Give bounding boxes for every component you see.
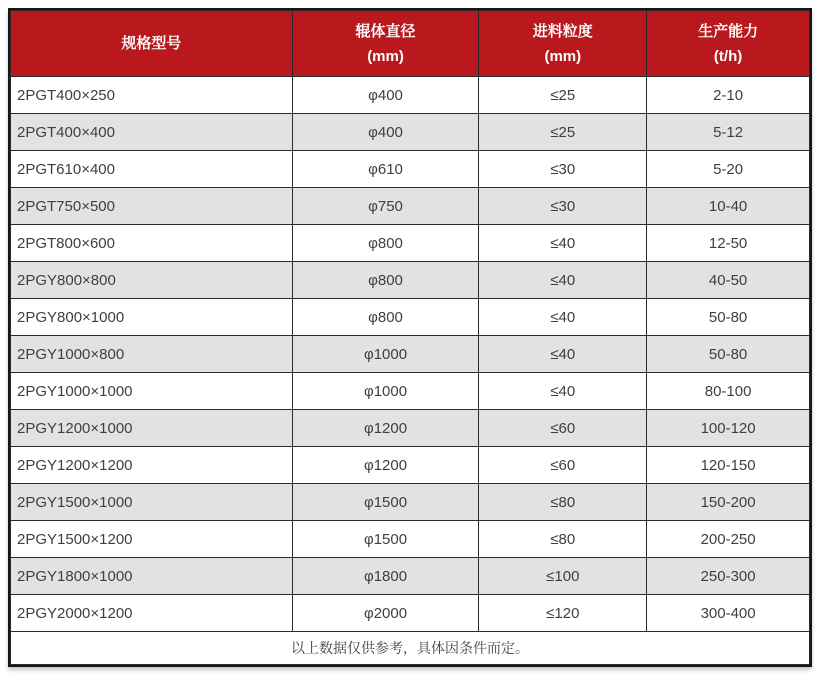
feed-size-cell: ≤60 xyxy=(479,447,647,484)
model-cell: 2PGT610×400 xyxy=(11,151,293,188)
capacity-cell: 120-150 xyxy=(647,447,810,484)
roller-diameter-cell: φ400 xyxy=(292,114,479,151)
table-row xyxy=(11,299,810,336)
spec-table-body xyxy=(11,77,810,632)
roller-diameter-cell: φ1200 xyxy=(292,447,479,484)
model-cell: 2PGT400×250 xyxy=(11,77,293,114)
capacity-cell: 5-12 xyxy=(647,114,810,151)
table-row xyxy=(11,225,810,262)
spec-table xyxy=(10,10,810,665)
capacity-cell: 10-40 xyxy=(647,188,810,225)
model-cell: 2PGY1200×1000 xyxy=(11,410,293,447)
feed-size-cell: ≤30 xyxy=(479,188,647,225)
roller-diameter-cell: φ1200 xyxy=(292,410,479,447)
feed-size-cell: ≤40 xyxy=(479,262,647,299)
feed-size-cell: ≤25 xyxy=(479,77,647,114)
table-row xyxy=(11,336,810,373)
table-row xyxy=(11,151,810,188)
roller-diameter-cell: φ2000 xyxy=(292,595,479,632)
roller-diameter-cell: φ1500 xyxy=(292,484,479,521)
roller-diameter-cell: φ800 xyxy=(292,299,479,336)
roller-diameter-cell: φ400 xyxy=(292,77,479,114)
feed-size-cell: ≤80 xyxy=(479,484,647,521)
table-row xyxy=(11,521,810,558)
header-capacity-unit: (t/h) xyxy=(713,47,743,65)
header-feed-size xyxy=(479,11,647,77)
capacity-cell: 5-20 xyxy=(647,151,810,188)
capacity-cell: 300-400 xyxy=(647,595,810,632)
capacity-cell: 50-80 xyxy=(647,299,810,336)
model-cell: 2PGY1500×1000 xyxy=(11,484,293,521)
model-cell: 2PGY1500×1200 xyxy=(11,521,293,558)
capacity-cell: 150-200 xyxy=(647,484,810,521)
table-row xyxy=(11,558,810,595)
table-row xyxy=(11,77,810,114)
feed-size-cell: ≤60 xyxy=(479,410,647,447)
header-feed-size-unit: (mm) xyxy=(544,47,582,65)
table-row xyxy=(11,114,810,151)
model-cell: 2PGY1000×1000 xyxy=(11,373,293,410)
roller-diameter-cell: φ750 xyxy=(292,188,479,225)
feed-size-cell: ≤120 xyxy=(479,595,647,632)
header-model-title: 规格型号 xyxy=(121,35,182,52)
header-capacity xyxy=(647,11,810,77)
model-cell: 2PGY800×1000 xyxy=(11,299,293,336)
capacity-cell: 250-300 xyxy=(647,558,810,595)
capacity-cell: 200-250 xyxy=(647,521,810,558)
roller-diameter-cell: φ800 xyxy=(292,225,479,262)
feed-size-cell: ≤40 xyxy=(479,373,647,410)
model-cell: 2PGY1000×800 xyxy=(11,336,293,373)
model-cell: 2PGT750×500 xyxy=(11,188,293,225)
table-row xyxy=(11,188,810,225)
model-cell: 2PGY2000×1200 xyxy=(11,595,293,632)
table-row xyxy=(11,595,810,632)
footnote-cell: 以上数据仅供参考，具体因条件而定。 xyxy=(11,632,810,665)
feed-size-cell: ≤40 xyxy=(479,225,647,262)
roller-diameter-cell: φ610 xyxy=(292,151,479,188)
roller-diameter-cell: φ1000 xyxy=(292,336,479,373)
spec-table-header xyxy=(11,11,810,77)
header-capacity-title: 生产能力 xyxy=(698,22,759,40)
header-roller-diameter-title: 辊体直径 xyxy=(355,22,416,40)
feed-size-cell: ≤30 xyxy=(479,151,647,188)
model-cell: 2PGT400×400 xyxy=(11,114,293,151)
header-roller-diameter-unit: (mm) xyxy=(367,47,404,65)
table-row xyxy=(11,410,810,447)
spec-table-frame xyxy=(8,8,812,667)
feed-size-cell: ≤40 xyxy=(479,336,647,373)
model-cell: 2PGY1200×1200 xyxy=(11,447,293,484)
capacity-cell: 80-100 xyxy=(647,373,810,410)
table-row xyxy=(11,484,810,521)
roller-diameter-cell: φ1800 xyxy=(292,558,479,595)
header-feed-size-title: 进料粒度 xyxy=(532,22,593,40)
header-model xyxy=(11,11,293,77)
table-row xyxy=(11,447,810,484)
model-cell: 2PGY1800×1000 xyxy=(11,558,293,595)
table-row xyxy=(11,373,810,410)
feed-size-cell: ≤40 xyxy=(479,299,647,336)
header-roller-diameter xyxy=(292,11,479,77)
feed-size-cell: ≤80 xyxy=(479,521,647,558)
capacity-cell: 40-50 xyxy=(647,262,810,299)
roller-diameter-cell: φ1000 xyxy=(292,373,479,410)
footnote-row xyxy=(11,632,810,665)
model-cell: 2PGY800×800 xyxy=(11,262,293,299)
capacity-cell: 50-80 xyxy=(647,336,810,373)
capacity-cell: 100-120 xyxy=(647,410,810,447)
capacity-cell: 2-10 xyxy=(647,77,810,114)
spec-table-footer xyxy=(11,632,810,665)
model-cell: 2PGT800×600 xyxy=(11,225,293,262)
table-row xyxy=(11,262,810,299)
roller-diameter-cell: φ1500 xyxy=(292,521,479,558)
roller-diameter-cell: φ800 xyxy=(292,262,479,299)
header-row xyxy=(11,11,810,77)
feed-size-cell: ≤100 xyxy=(479,558,647,595)
capacity-cell: 12-50 xyxy=(647,225,810,262)
feed-size-cell: ≤25 xyxy=(479,114,647,151)
